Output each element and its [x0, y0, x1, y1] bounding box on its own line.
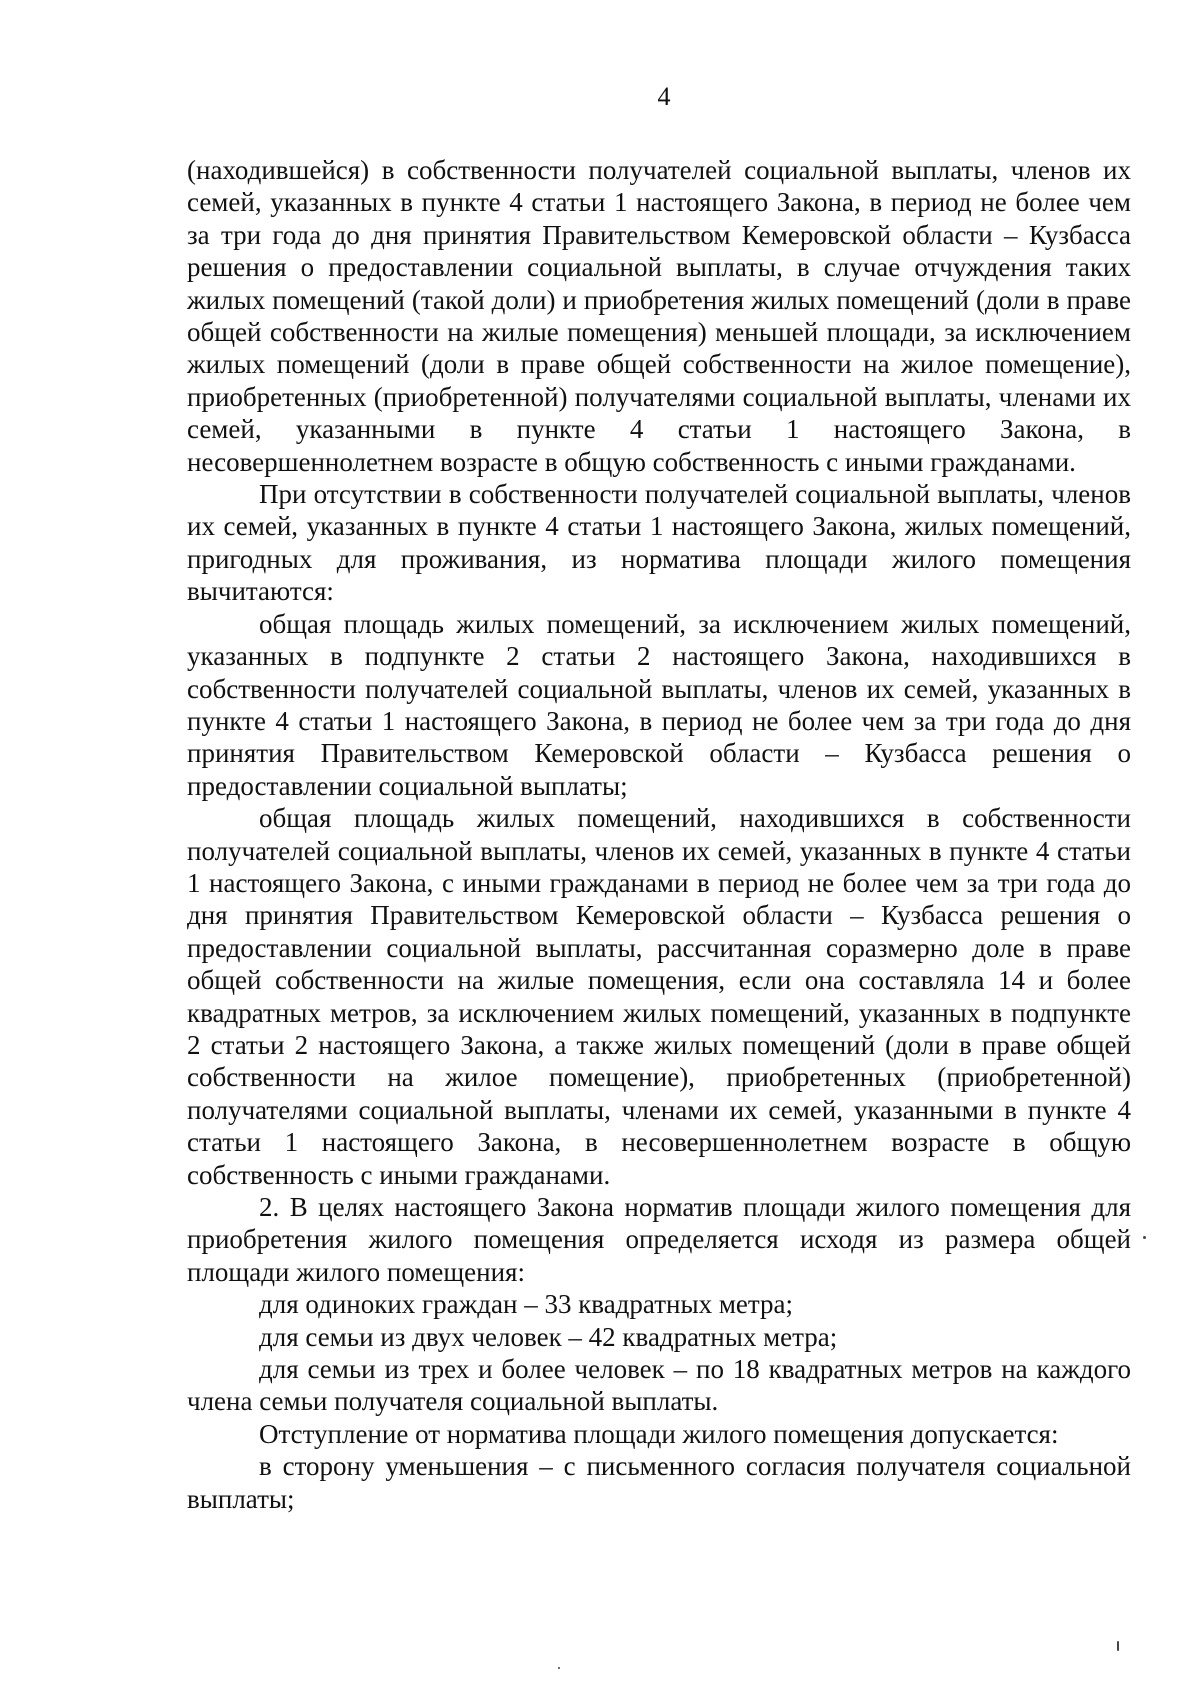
paragraph-deduction-shared-area: общая площадь жилых помещений, находившихся в собственности получателей социальной выплаты, членов их семей, указанных в пункте 4 статьи 1 настоящего Закона, с иными гражданами в период не более чем за три года до дня принятия Правительством Кемеровской области – Кузбасса решения о предоставлении социальной выплаты, рассчитанная соразмерно доле в праве общей собственности на жилые помещения, если она составляла 14 и более квадратных метров, за исключением жилых помещений, указанных в подпункте 2 статьи 2 настоящего Закона, а также жилых помещений (доли в праве общей собственности на жилое помещение), приобретенных (приобретенной) получателями социальной выплаты, членами их семей, указанными в пункте 4 статьи 1 настоящего Закона, в несовершеннолетнем возрасте в общую собственность с иными гражданами. [187, 803, 1131, 1190]
paragraph-norm-two-persons: для семьи из двух человек – 42 квадратных метра; [259, 1321, 838, 1352]
paragraph-continuation: (находившейся) в собственности получателей социальной выплаты, членов их семей, указанных в пункте 4 статьи 1 настоящего Закона, в период не более чем за три года до дня принятия Правительством Кемеровской области – Кузбасса решения о предоставлении социальной выплаты, в случае отчуждения таких жилых помещений (такой доли) и приобретения жилых помещений (доли в праве общей собственности на жилые помещения) меньшей площади, за исключением жилых помещений (доли в праве общей собственности на жилое помещение), приобретенных (приобретенной) получателями социальной выплаты, членами их семей, указанными в пункте 4 статьи 1 настоящего Закона, в несовершеннолетнем возрасте в общую собственность с иными гражданами. [187, 155, 1131, 477]
paragraph-deviation-allowed: Отступление от норматива площади жилого помещения допускается: [259, 1418, 1059, 1449]
paragraph-deduction-total-area: общая площадь жилых помещений, за исключением жилых помещений, указанных в подпункте 2 статьи 2 настоящего Закона, находившихся в собственности получателей социальной выплаты, членов их семей, указанных в пункте 4 статьи 1 настоящего Закона, в период не более чем за три года до дня принятия Правительством Кемеровской области – Кузбасса решения о предоставлении социальной выплаты; [187, 608, 1131, 801]
scan-speck [1143, 1236, 1146, 1239]
document-body [187, 154, 1131, 1515]
paragraph-norm-single: для одиноких граждан – 33 квадратных метра; [259, 1289, 794, 1320]
paragraph-absence-of-housing: При отсутствии в собственности получателей социальной выплаты, членов их семей, указанных в пункте 4 статьи 1 настоящего Закона, жилых помещений, пригодных для проживания, из норматива площади жилого помещения вычитаются: [187, 479, 1131, 607]
paragraph-norm-three-plus: для семьи из трех и более человек – по 18 квадратных метров на каждого члена семьи получателя социальной выплаты. [187, 1354, 1131, 1417]
page-number: 4 [657, 82, 671, 111]
scan-speck [558, 1667, 560, 1669]
scan-speck [1117, 1641, 1119, 1651]
paragraph-deviation-decrease: в сторону уменьшения – с письменного согласия получателя социальной выплаты; [187, 1451, 1131, 1514]
paragraph-clause-2: 2. В целях настоящего Закона норматив площади жилого помещения для приобретения жилого помещения определяется исходя из размера общей площади жилого помещения: [187, 1192, 1131, 1287]
